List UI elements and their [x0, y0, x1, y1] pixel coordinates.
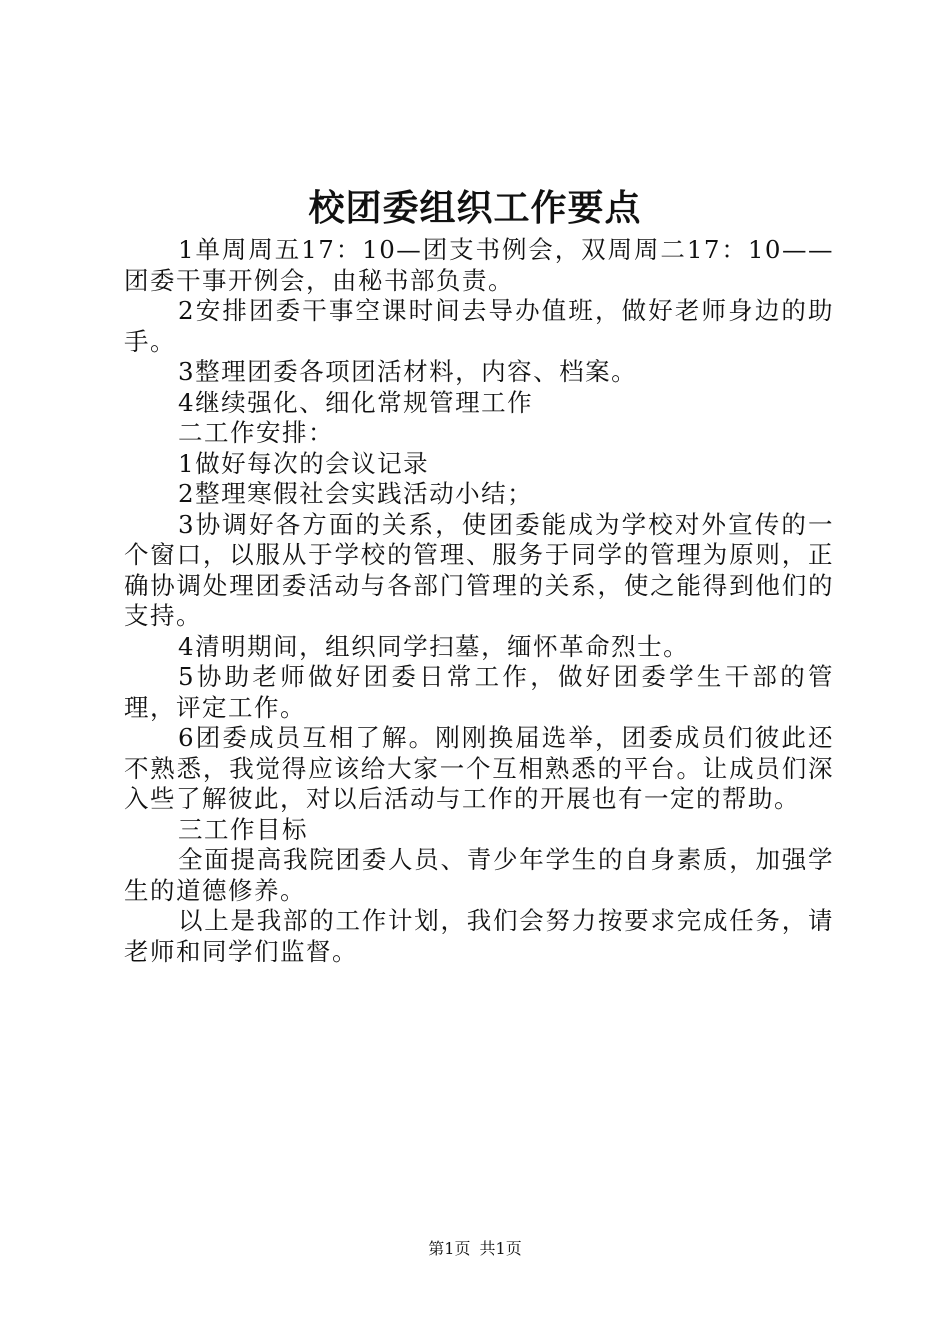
paragraph: 4清明期间，组织同学扫墓，缅怀革命烈士。: [178, 631, 690, 661]
paragraph: 1做好每次的会议记录: [178, 448, 430, 478]
paragraph: 3整理团委各项团活材料，内容、档案。: [178, 357, 638, 386]
paragraph: 4继续强化、细化常规管理工作: [178, 387, 534, 417]
paragraph: 3协调好各方面的关系，使团委能成为学校对外宣传的一个窗口，以服从于学校的管理、服务于同学的管理为原则，正确协调处理团委活动与各部门管理的关系，使之能得到他们的支持。: [124, 509, 834, 630]
paragraph: 以上是我部的工作计划，我们会努力按要求完成任务，请老师和同学们监督。: [124, 906, 834, 966]
page-footer: [0, 1239, 950, 1259]
document-body: [124, 235, 834, 967]
document-title: 校团委组织工作要点: [308, 187, 642, 229]
paragraph: 1单周周五17：10—团支书例会，双周周二17：10——团委干事开例会，由秘书部负责。: [124, 235, 834, 295]
paragraph: 全面提高我院团委人员、青少年学生的自身素质，加强学生的道德修养。: [124, 845, 834, 905]
paragraph: 5协助老师做好团委日常工作，做好团委学生干部的管理，评定工作。: [124, 662, 834, 722]
paragraph: 6团委成员互相了解。刚刚换届选举，团委成员们彼此还不熟悉，我觉得应该给大家一个互相熟悉的平台。让成员们深入些了解彼此，对以后活动与工作的开展也有一定的帮助。: [124, 723, 834, 813]
paragraph: 2整理寒假社会实践活动小结；: [178, 479, 534, 508]
page-total: 共1页: [479, 1239, 522, 1258]
page-number: 第1页: [428, 1239, 471, 1258]
section-heading: 三工作目标: [178, 814, 308, 844]
section-heading: 二工作安排：: [178, 418, 334, 447]
paragraph: 2安排团委干事空课时间去导办值班，做好老师身边的助手。: [124, 296, 834, 356]
